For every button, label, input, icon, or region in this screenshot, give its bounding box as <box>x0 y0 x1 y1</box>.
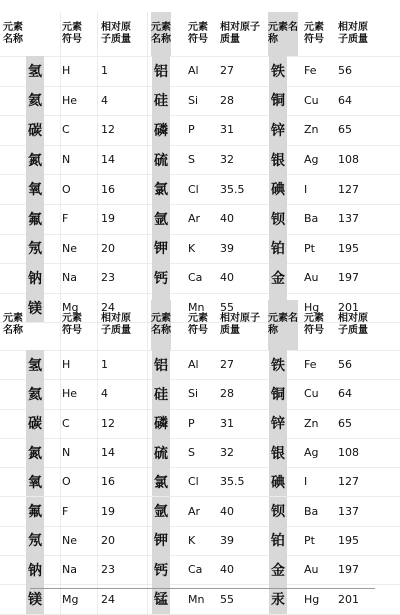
header-name: 元素 名称 <box>151 12 171 56</box>
header-name: 元素 名称 <box>3 312 23 336</box>
element-name: 金 <box>269 555 287 584</box>
column-gridline <box>97 300 98 614</box>
element-mass: 1 <box>101 64 108 78</box>
element-mass: 39 <box>220 533 234 547</box>
element-mass: 65 <box>338 123 352 137</box>
element-mass: 27 <box>220 358 234 372</box>
element-mass: 16 <box>101 475 115 489</box>
element-symbol: S <box>188 446 195 460</box>
element-symbol: O <box>62 182 71 196</box>
element-mass: 137 <box>338 504 359 518</box>
element-name: 硅 <box>152 86 170 116</box>
element-symbol: Fe <box>304 64 317 78</box>
element-name: 氮 <box>26 145 44 175</box>
element-name: 银 <box>269 438 287 467</box>
element-mass: 23 <box>101 563 115 577</box>
element-mass: 35.5 <box>220 475 245 489</box>
element-symbol: Hg <box>304 592 320 606</box>
element-symbol: P <box>188 416 195 430</box>
element-name: 氧 <box>26 174 44 204</box>
element-name: 氖 <box>26 234 44 264</box>
element-mass: 64 <box>338 387 352 401</box>
element-mass: 201 <box>338 592 359 606</box>
element-mass: 14 <box>101 153 115 167</box>
element-name: 碳 <box>26 115 44 145</box>
element-name: 锌 <box>269 409 287 438</box>
element-name: 氟 <box>26 497 44 526</box>
element-name: 碘 <box>269 467 287 496</box>
header-name: 元素 名称 <box>3 21 23 45</box>
header-symbol: 元素 符号 <box>188 21 208 45</box>
element-symbol: N <box>62 153 71 167</box>
element-mass: 27 <box>220 64 234 78</box>
element-symbol: Cl <box>188 182 199 196</box>
element-name: 铁 <box>269 56 287 86</box>
element-symbol: Ar <box>188 504 201 518</box>
element-symbol: Mn <box>188 301 205 315</box>
element-mass: 40 <box>220 271 234 285</box>
element-name: 镁 <box>26 584 44 613</box>
header-mass: 相对原 子质量 <box>338 312 368 336</box>
element-mass: 127 <box>338 182 359 196</box>
element-mass: 24 <box>101 592 115 606</box>
header-mass: 相对原 子质量 <box>101 312 131 336</box>
element-symbol: Pt <box>304 533 315 547</box>
element-symbol: Cu <box>304 93 319 107</box>
column-gridline <box>60 12 61 322</box>
element-mass: 197 <box>338 563 359 577</box>
element-name: 钾 <box>152 526 170 555</box>
element-name: 磷 <box>152 409 170 438</box>
element-symbol: Au <box>304 271 319 285</box>
element-symbol: K <box>188 533 196 547</box>
element-symbol: Ne <box>62 241 77 255</box>
element-symbol: Ca <box>188 563 203 577</box>
element-symbol: H <box>62 358 71 372</box>
element-symbol: C <box>62 123 70 137</box>
element-name: 钙 <box>152 555 170 584</box>
element-mass: 19 <box>101 212 115 226</box>
element-mass: 28 <box>220 93 234 107</box>
element-symbol: Ag <box>304 153 319 167</box>
element-symbol: Ca <box>188 271 203 285</box>
header-symbol: 元素 符号 <box>62 21 82 45</box>
element-mass: 19 <box>101 504 115 518</box>
element-name: 钡 <box>269 497 287 526</box>
element-symbol: Fe <box>304 358 317 372</box>
element-name: 氢 <box>26 350 44 379</box>
header-mass: 相对原 子质量 <box>101 21 131 45</box>
element-symbol: I <box>304 182 308 196</box>
element-symbol: Ne <box>62 533 77 547</box>
element-name: 铁 <box>269 350 287 379</box>
column-gridline <box>147 300 148 614</box>
element-table-1 <box>0 12 400 322</box>
element-mass: 20 <box>101 241 115 255</box>
header-symbol: 元素 符号 <box>304 312 324 336</box>
element-mass: 40 <box>220 212 234 226</box>
header-symbol: 元素 符号 <box>62 312 82 336</box>
element-symbol: Pt <box>304 241 315 255</box>
element-name: 铜 <box>269 86 287 116</box>
element-symbol: Ag <box>304 446 319 460</box>
element-symbol: Hg <box>304 301 320 315</box>
element-name: 钡 <box>269 204 287 234</box>
element-name: 硅 <box>152 379 170 408</box>
element-symbol: Si <box>188 387 199 401</box>
element-name: 氦 <box>26 379 44 408</box>
element-mass: 108 <box>338 446 359 460</box>
header-symbol: 元素 符号 <box>304 21 324 45</box>
element-name: 汞 <box>269 584 287 613</box>
element-name: 氟 <box>26 204 44 234</box>
element-mass: 39 <box>220 241 234 255</box>
element-mass: 64 <box>338 93 352 107</box>
element-symbol: P <box>188 123 195 137</box>
element-name: 铜 <box>269 379 287 408</box>
element-table-2 <box>0 300 400 614</box>
header-name: 元素名 称 <box>268 300 298 350</box>
element-symbol: Al <box>188 358 199 372</box>
element-name: 氖 <box>26 526 44 555</box>
element-mass: 195 <box>338 533 359 547</box>
element-symbol: Cu <box>304 387 319 401</box>
element-mass: 14 <box>101 446 115 460</box>
element-name: 锰 <box>152 584 170 613</box>
element-name: 氩 <box>152 204 170 234</box>
element-symbol: Mn <box>188 592 205 606</box>
element-symbol: Ba <box>304 212 319 226</box>
column-gridline <box>97 12 98 322</box>
element-mass: 24 <box>101 301 115 315</box>
element-mass: 16 <box>101 182 115 196</box>
element-symbol: F <box>62 504 69 518</box>
element-symbol: Ar <box>188 212 201 226</box>
element-mass: 4 <box>101 387 108 401</box>
element-symbol: F <box>62 212 69 226</box>
header-mass: 相对原子 质量 <box>220 21 260 45</box>
element-symbol: Mg <box>62 592 79 606</box>
element-mass: 65 <box>338 416 352 430</box>
element-mass: 20 <box>101 533 115 547</box>
element-name: 钠 <box>26 263 44 293</box>
element-name: 铝 <box>152 350 170 379</box>
element-mass: 56 <box>338 358 352 372</box>
column-gridline <box>147 12 148 322</box>
column-gridline <box>60 300 61 614</box>
element-name: 氮 <box>26 438 44 467</box>
element-symbol: N <box>62 446 71 460</box>
element-symbol: Zn <box>304 416 319 430</box>
element-mass: 56 <box>338 64 352 78</box>
element-symbol: Au <box>304 563 319 577</box>
element-name: 钙 <box>152 263 170 293</box>
element-name: 氩 <box>152 497 170 526</box>
header-name: 元素名 称 <box>268 12 298 56</box>
header-name: 元素 名称 <box>151 300 171 350</box>
element-symbol: He <box>62 387 78 401</box>
element-mass: 31 <box>220 123 234 137</box>
header-symbol: 元素 符号 <box>188 312 208 336</box>
element-mass: 55 <box>220 301 234 315</box>
element-symbol: Al <box>188 64 199 78</box>
element-name: 铂 <box>269 526 287 555</box>
element-mass: 32 <box>220 446 234 460</box>
element-mass: 40 <box>220 504 234 518</box>
element-symbol: Na <box>62 271 77 285</box>
element-symbol: S <box>188 153 195 167</box>
element-name: 氢 <box>26 56 44 86</box>
element-name: 碳 <box>26 409 44 438</box>
element-name: 氯 <box>152 467 170 496</box>
element-mass: 35.5 <box>220 182 245 196</box>
element-mass: 12 <box>101 123 115 137</box>
element-name: 氧 <box>26 467 44 496</box>
header-mass: 相对原子 质量 <box>220 312 260 336</box>
element-mass: 32 <box>220 153 234 167</box>
element-symbol: Ba <box>304 504 319 518</box>
element-mass: 4 <box>101 93 108 107</box>
element-mass: 23 <box>101 271 115 285</box>
element-mass: 40 <box>220 563 234 577</box>
element-mass: 28 <box>220 387 234 401</box>
element-name: 钠 <box>26 555 44 584</box>
element-name: 锌 <box>269 115 287 145</box>
element-name: 镁 <box>26 293 44 323</box>
element-name: 磷 <box>152 115 170 145</box>
element-mass: 12 <box>101 416 115 430</box>
element-symbol: Mg <box>62 301 79 315</box>
element-mass: 137 <box>338 212 359 226</box>
cropped-footer <box>175 600 225 608</box>
element-symbol: I <box>304 475 308 489</box>
element-symbol: He <box>62 93 78 107</box>
element-mass: 55 <box>220 592 234 606</box>
element-mass: 108 <box>338 153 359 167</box>
element-mass: 31 <box>220 416 234 430</box>
element-symbol: H <box>62 64 71 78</box>
element-name: 铂 <box>269 234 287 264</box>
element-symbol: Na <box>62 563 77 577</box>
bottom-separator <box>30 588 375 589</box>
element-symbol: O <box>62 475 71 489</box>
element-mass: 197 <box>338 271 359 285</box>
element-symbol: Si <box>188 93 199 107</box>
element-symbol: Cl <box>188 475 199 489</box>
element-name: 硫 <box>152 145 170 175</box>
element-name: 铝 <box>152 56 170 86</box>
element-mass: 195 <box>338 241 359 255</box>
element-name: 钾 <box>152 234 170 264</box>
element-symbol: K <box>188 241 196 255</box>
element-symbol: Zn <box>304 123 319 137</box>
element-name: 氯 <box>152 174 170 204</box>
element-symbol: C <box>62 416 70 430</box>
element-mass: 1 <box>101 358 108 372</box>
element-name: 氦 <box>26 86 44 116</box>
element-name: 碘 <box>269 174 287 204</box>
element-mass: 127 <box>338 475 359 489</box>
element-mass: 201 <box>338 301 359 315</box>
element-name: 硫 <box>152 438 170 467</box>
element-name: 银 <box>269 145 287 175</box>
element-name: 金 <box>269 263 287 293</box>
header-mass: 相对原 子质量 <box>338 21 368 45</box>
